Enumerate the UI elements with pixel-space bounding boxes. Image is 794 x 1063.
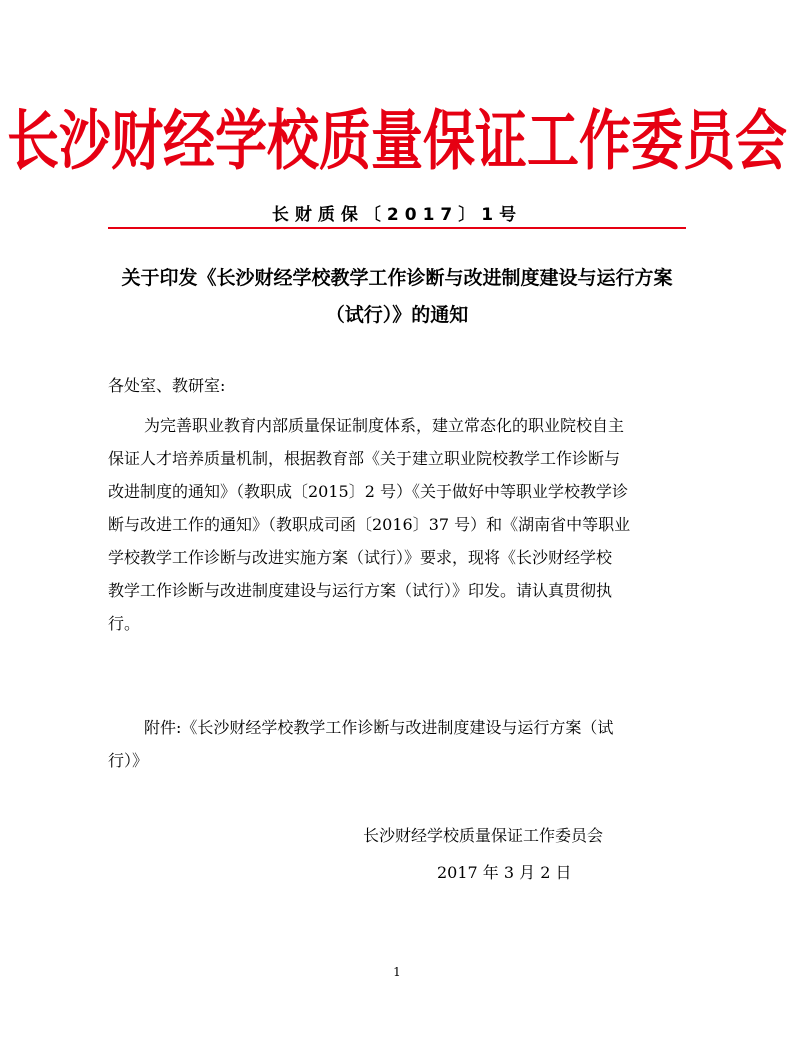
attachment-line-2: 行）》	[108, 751, 149, 770]
masthead-title: 长沙财经学校质量保证工作委员会	[6, 104, 787, 180]
body-line: 改进制度的通知》（教职成〔2015〕2 号）《关于做好中等职业学校教学诊	[108, 482, 628, 501]
issue-date: 2017 年 3 月 2 日	[437, 863, 572, 882]
salutation: 各处室、教研室:	[108, 376, 226, 395]
attachment-line-1: 附件:《长沙财经学校教学工作诊断与改进制度建设与运行方案（试	[144, 718, 614, 737]
red-divider	[108, 227, 686, 229]
page-number: 1	[393, 965, 401, 979]
body-line: 行。	[108, 614, 141, 633]
signature-org: 长沙财经学校质量保证工作委员会	[363, 826, 604, 845]
document-number: 长财质保〔2017〕1号	[271, 205, 523, 225]
body-line: 学校教学工作诊断与改进实施方案（试行）》要求，现将《长沙财经学校	[108, 548, 613, 567]
body-line: 断与改进工作的通知》（教职成司函〔2016〕37 号）和《湖南省中等职业	[108, 515, 631, 534]
notice-title-line-2: （试行）》的通知	[325, 304, 469, 326]
notice-title-line-1: 关于印发《长沙财经学校教学工作诊断与改进制度建设与运行方案	[121, 267, 673, 289]
body-line: 教学工作诊断与改进制度建设与运行方案（试行）》印发。请认真贯彻执	[108, 581, 613, 600]
body-line: 保证人才培养质量机制，根据教育部《关于建立职业院校教学工作诊断与	[108, 449, 621, 468]
body-line: 为完善职业教育内部质量保证制度体系，建立常态化的职业院校自主	[144, 416, 625, 435]
